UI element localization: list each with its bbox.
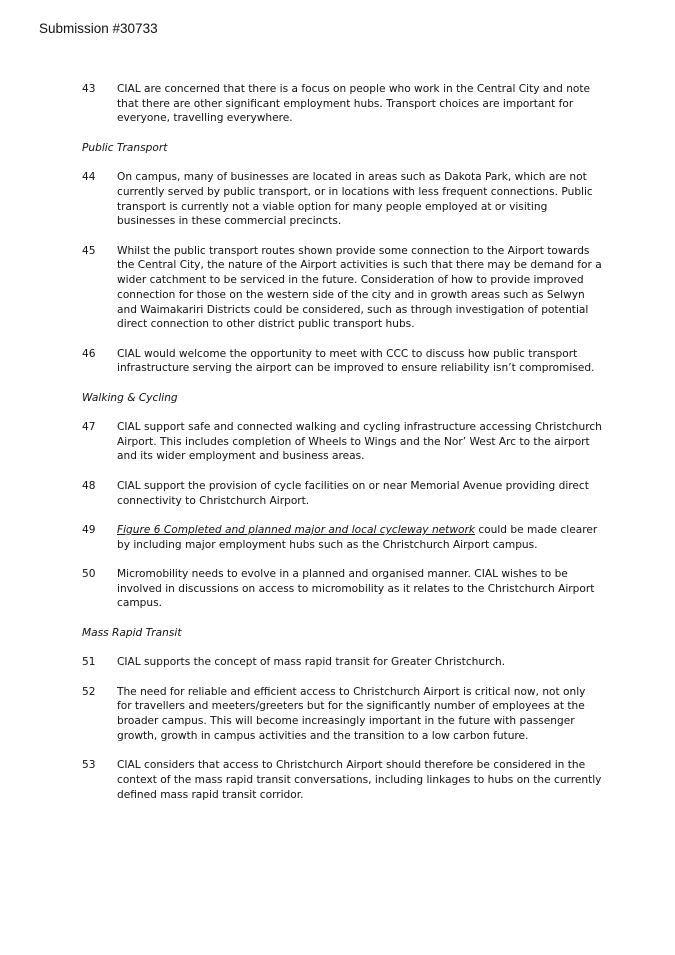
paragraph-text: The need for reliable and efficient access to Christchurch Airport is critical now, not only for travellers and meeters/greeters but for the significantly number of employees at the broader campus. This will become increasingly important in the future with passenger growth, growth in campus activities and the transition to a low carbon future.: [117, 685, 586, 742]
paragraph-text: CIAL would welcome the opportunity to meet with CCC to discuss how public transport infrastructure serving the airport can be improved to ensure reliability isn’t compromised.: [117, 347, 595, 375]
paragraph-44: [82, 170, 602, 229]
paragraph-text: CIAL considers that access to Christchurch Airport should therefore be considered in the context of the mass rapid transit conversations, including linkages to hubs on the currently defined mass rapid transit corridor.: [117, 759, 602, 801]
paragraph-text: Micromobility needs to evolve in a planned and organised manner. CIAL wishes to be involved in discussions on access to micromobility as it relates to the Christchurch Airport campus.: [117, 568, 595, 610]
paragraph-52: [82, 685, 602, 744]
paragraph-number: 48: [82, 479, 96, 492]
paragraph-47: [82, 420, 602, 464]
paragraph-50: [82, 567, 602, 611]
paragraph-number: 43: [82, 83, 96, 95]
section-heading-walking-cycling: Walking & Cycling: [82, 391, 178, 404]
paragraph-number: 47: [82, 421, 96, 434]
paragraph-number: 45: [82, 244, 96, 257]
paragraph-text: [117, 523, 602, 552]
paragraph-text: CIAL supports the concept of mass rapid transit for Greater Christchurch.: [117, 656, 506, 669]
paragraph-49: [82, 523, 602, 552]
submission-number: Submission #30733: [39, 21, 158, 36]
paragraph-text-rest: could be made clearer by including major employment hubs such as the Christchurch Airport campus.: [117, 523, 598, 551]
paragraph-number: 49: [82, 523, 96, 536]
paragraph-text: CIAL support safe and connected walking and cycling infrastructure accessing Christchurch Airport. This includes completion of Wheels to Wings and the Nor’ West Arc to the airport and its wider employment and business areas.: [117, 421, 602, 463]
paragraph-text: CIAL support the provision of cycle facilities on or near Memorial Avenue providing direct connectivity to Christchurch Airport.: [117, 479, 589, 507]
paragraph-number: 44: [82, 171, 96, 184]
paragraph-number: 51: [82, 656, 96, 669]
paragraph-text: On campus, many of businesses are located in areas such as Dakota Park, which are not currently served by public transport, or in locations with less frequent connections. Public transport is currently not a viable option for many people employed at or visiting businesses in these commercial precincts.: [117, 171, 593, 228]
section-heading-mass-rapid-transit: Mass Rapid Transit: [82, 626, 182, 639]
paragraph-number: 52: [82, 685, 96, 698]
document-body: [82, 82, 602, 817]
section-heading-public-transport: Public Transport: [82, 141, 168, 154]
paragraph-43: [82, 82, 602, 126]
paragraph-text: CIAL are concerned that there is a focus on people who work in the Central City and note that there are other significant employment hubs. Transport choices are important for everyone, travelling everywhere.: [117, 83, 591, 125]
paragraph-51: [82, 655, 602, 670]
paragraph-45: [82, 244, 602, 332]
paragraph-number: 46: [82, 347, 96, 360]
paragraph-53: [82, 758, 602, 802]
paragraph-number: 53: [82, 759, 96, 772]
paragraph-46: [82, 347, 602, 376]
figure-reference: Figure 6 Completed and planned major and local cycleway network: [117, 523, 475, 536]
paragraph-48: [82, 479, 602, 508]
paragraph-number: 50: [82, 568, 96, 581]
paragraph-text: Whilst the public transport routes shown provide some connection to the Airport towards the Central City, the nature of the Airport activities is such that there may be demand for a wider catchment to be serviced in the future. Consideration of how to provide improved connection for those on the western side of the city and in growth areas such as Selwyn and Waimakariri Districts could be considered, such as through investigation of potential direct connection to other district public transport hubs.: [117, 244, 602, 331]
